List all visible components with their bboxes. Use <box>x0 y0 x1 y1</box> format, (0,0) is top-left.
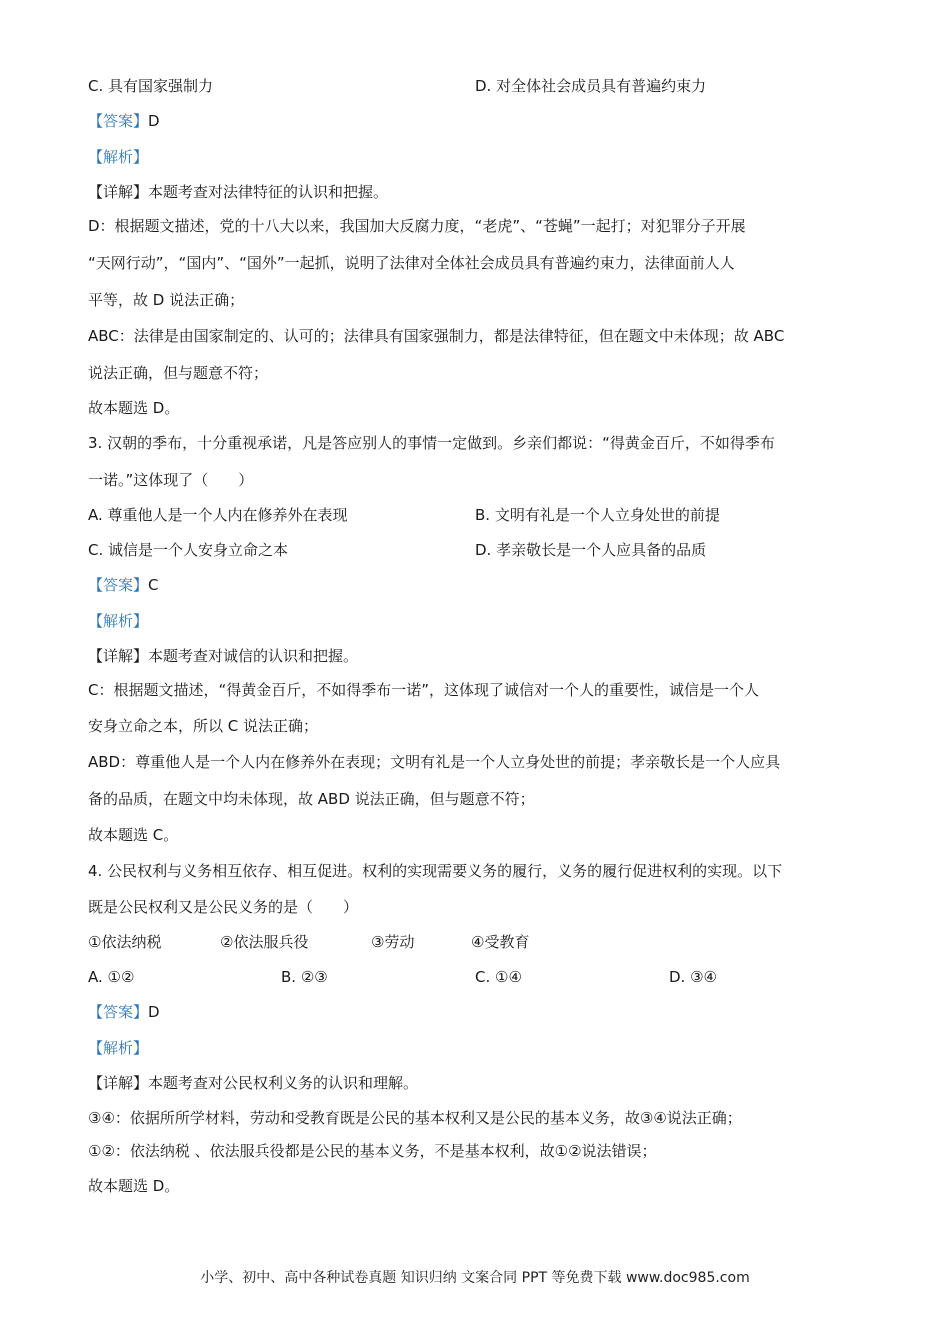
q4-answer <box>88 1002 160 1022</box>
detail-text: 本题考查对公民权利义务的认识和理解。 <box>148 1074 419 1092</box>
q4-option-a: A. ①② <box>88 968 135 986</box>
answer-value: D <box>148 112 160 130</box>
detail-tag: 【详解】 <box>88 183 149 201</box>
q2-conclusion: 故本题选 D。 <box>88 399 180 417</box>
q2-option-d: D. 对全体社会成员具有普遍约束力 <box>475 77 707 95</box>
q3-explanation-line: ABD：尊重他人是一个人内在修养外在表现；文明有礼是一个人立身处世的前提；孝亲敬长是一个人应具 <box>88 753 781 771</box>
q2-explanation-line: “天网行动”，“国内”、“国外”一起抓，说明了法律对全体社会成员具有普遍约束力，法律面前人人 <box>88 254 735 272</box>
q3-detail <box>88 646 358 666</box>
q4-conclusion: 故本题选 D。 <box>88 1177 180 1195</box>
q4-option-d: D. ③④ <box>669 968 717 986</box>
answer-value: C <box>148 576 159 594</box>
q4-stem-line: 4. 公民权利与义务相互依存、相互促进。权利的实现需要义务的履行，义务的履行促进权利的实现。以下 <box>88 862 783 880</box>
detail-tag: 【详解】 <box>88 647 149 665</box>
q2-detail <box>88 182 388 202</box>
q4-item: ①依法纳税 <box>88 933 162 951</box>
q2-explanation-line: 说法正确，但与题意不符； <box>88 364 269 382</box>
page-footer: 小学、初中、高中各种试卷真题 知识归纳 文案合同 PPT 等免费下载 www.doc985.com <box>200 1270 750 1286</box>
q2-explanation-line: ABC：法律是由国家制定的、认可的；法律具有国家强制力，都是法律特征，但在题文中未体现；故 ABC <box>88 327 785 345</box>
q4-detail <box>88 1073 418 1093</box>
q3-option-d: D. 孝亲敬长是一个人应具备的品质 <box>475 541 707 559</box>
q4-analysis-tag: 【解析】 <box>88 1039 149 1057</box>
q3-explanation-line: 备的品质，在题文中均未体现，故 ABD 说法正确，但与题意不符； <box>88 790 535 808</box>
q4-explanation-line: ③④：依据所所学材料，劳动和受教育既是公民的基本权利又是公民的基本义务，故③④说法正确； <box>88 1109 742 1127</box>
q2-explanation-line: D：根据题文描述，党的十八大以来，我国加大反腐力度，“老虎”、“苍蝇”一起打；对犯罪分子开展 <box>88 217 746 235</box>
q4-explanation-line: ①②：依法纳税 、依法服兵役都是公民的基本义务，不是基本权利，故①②说法错误； <box>88 1142 657 1160</box>
q4-item: ②依法服兵役 <box>220 933 309 951</box>
q2-analysis-tag: 【解析】 <box>88 148 149 166</box>
answer-tag: 【答案】 <box>88 576 149 594</box>
q3-option-a: A. 尊重他人是一个人内在修养外在表现 <box>88 506 348 524</box>
q2-explanation-line: 平等，故 D 说法正确； <box>88 291 245 309</box>
q2-answer <box>88 111 160 131</box>
q3-explanation-line: 安身立命之本，所以 C 说法正确； <box>88 717 319 735</box>
answer-value: D <box>148 1003 160 1021</box>
answer-tag: 【答案】 <box>88 1003 149 1021</box>
detail-text: 本题考查对法律特征的认识和把握。 <box>148 183 389 201</box>
q4-item: ④受教育 <box>471 933 530 951</box>
q3-stem-line: 一诺。”这体现了（ ） <box>88 471 254 489</box>
q4-stem-line: 既是公民权利又是公民义务的是（ ） <box>88 898 359 916</box>
q3-answer <box>88 575 159 595</box>
detail-text: 本题考查对诚信的认识和把握。 <box>148 647 359 665</box>
answer-tag: 【答案】 <box>88 112 149 130</box>
q2-option-c: C. 具有国家强制力 <box>88 77 214 95</box>
q4-item: ③劳动 <box>371 933 415 951</box>
q4-option-c: C. ①④ <box>475 968 522 986</box>
q3-explanation-line: C：根据题文描述，“得黄金百斤，不如得季布一诺”，这体现了诚信对一个人的重要性，诚信是一个人 <box>88 681 760 699</box>
q3-stem-line: 3. 汉朝的季布，十分重视承诺，凡是答应别人的事情一定做到。乡亲们都说：“得黄金百斤，不如得季布 <box>88 434 775 452</box>
q3-option-b: B. 文明有礼是一个人立身处世的前提 <box>475 506 720 524</box>
q3-analysis-tag: 【解析】 <box>88 612 149 630</box>
q3-conclusion: 故本题选 C。 <box>88 826 179 844</box>
q3-option-c: C. 诚信是一个人安身立命之本 <box>88 541 289 559</box>
q4-option-b: B. ②③ <box>281 968 328 986</box>
detail-tag: 【详解】 <box>88 1074 149 1092</box>
